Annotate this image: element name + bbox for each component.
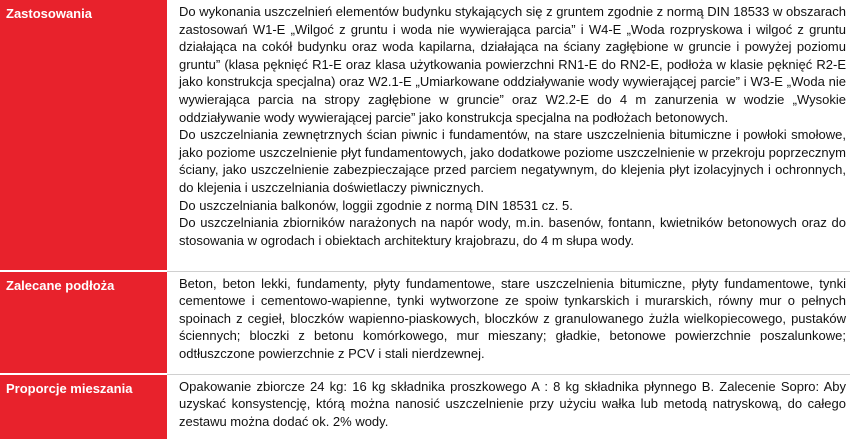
spec-row-substrates xyxy=(0,271,850,374)
row-label-applications: Zastosowania xyxy=(0,0,167,271)
content-paragraph: Beton, beton lekki, fundamenty, płyty fundamentowe, stare uszczelnienia bitumiczne, płyty fundamentowe, tynki cementowe i cementowo-wapienne, tynki wytworzone ze spoiw tynkarskich i murarskich, równy mur o pełnych spoinach z cegieł, bloczków wapienno-piaskowych, bloczków z granulowanego żużla wielkopiecowego, pustaków ściennych; bloczki z betonu komórkowego, mur mieszany; gładkie, betonowe powierzchnie poszalunkowe; odtłuszczone powierzchnie z PCV i stali nierdzewnej. xyxy=(179,275,846,361)
content-paragraph: Do wykonania uszczelnień elementów budynku stykających się z gruntem zgodnie z normą DIN 18533 w obszarach zastosowań W1-E „Wilgoć z gruntu i woda nie wywierająca parcia” i W4-E „Woda rozpryskowa i wilgoć z gruntu działająca na cokół budynku oraz woda kapilarna, działająca na ściany zagłębione w gruncie i powyżej poziomu gruntu” (klasa pęknięć R1-E oraz klasa użytkowania powierzchni RN1-E do RN2-E, podłoża w klasie pęknięć R2-E jako konstrukcja specjalna) oraz W2.1-E „Umiarkowane oddziaływanie wody wywierającej parcie” i W3-E „Woda nie wywierająca parcia na stropy zagłębione w gruncie” oraz W2.2-E do 4 m zanurzenia w wodzie „Wysokie oddziaływanie wody wywierającej parcie” jako konstrukcja specjalna na podłożach betonowych. xyxy=(179,4,846,125)
content-paragraph: Opakowanie zbiorcze 24 kg: 16 kg składnika proszkowego A : 8 kg składnika płynnego B. Zalecenie Sopro: Aby uzyskać konsystencję, którą można nanosić uszczelnienie przy użyciu wałka lub metodą natryskową, do całego zestawu można dodać ok. 2% wody. xyxy=(179,378,846,429)
row-content-mixing-ratio xyxy=(167,374,850,439)
row-content-substrates xyxy=(167,271,850,374)
row-label-mixing-ratio: Proporcje mieszania xyxy=(0,374,167,439)
content-paragraph: Do uszczelniania zbiorników narażonych na napór wody, m.in. basenów, fontann, kwietników betonowych oraz do stosowania w ogrodach i obiektach architektury krajobrazu, do 4 m słupa wody. xyxy=(179,215,846,248)
row-content-applications xyxy=(167,0,850,271)
spec-row-mixing-ratio xyxy=(0,374,850,439)
row-label-substrates: Zalecane podłoża xyxy=(0,271,167,374)
content-paragraph: Do uszczelniania balkonów, loggii zgodnie z normą DIN 18531 cz. 5. xyxy=(179,197,573,213)
content-paragraph: Do uszczelniania zewnętrznych ścian piwnic i fundamentów, na stare uszczelnienia bitumiczne i powłoki smołowe, jako poziome uszczelnienie płyt fundamentowych, jako dodatkowe poziome uszczelnienie w przekroju poprzecznym ściany, jako uszczelnienie zabezpieczające przed parciem negatywnym, do klejenia płyt izolacyjnych i ochronnych, do klejenia i uszczelniania doświetlaczy piwnicznych. xyxy=(179,127,846,195)
